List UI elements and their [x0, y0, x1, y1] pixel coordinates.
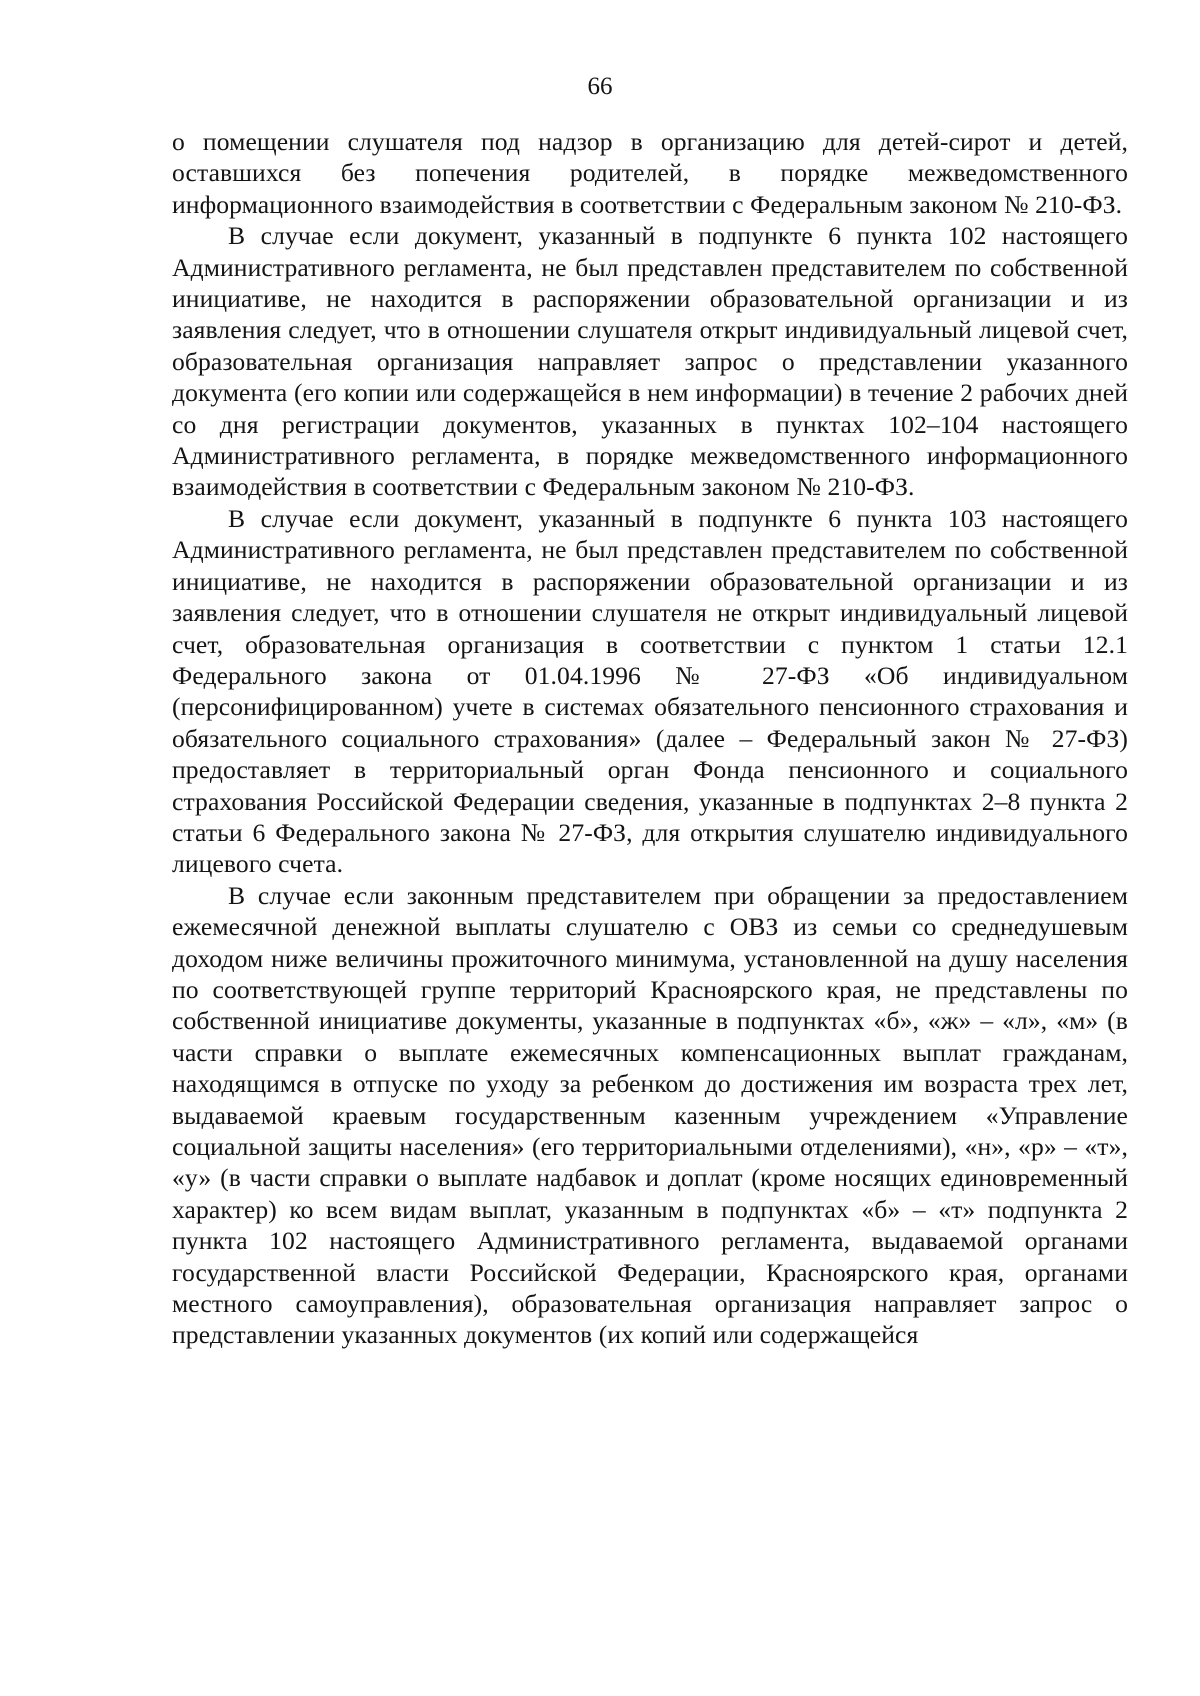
document-body [172, 126, 1128, 1351]
paragraph-account-opened: В случае если документ, указанный в подпункте 6 пункта 102 настоящего Административного регламента, не был представлен представителем по собственной инициативе, не находится в распоряжении образовательной организации и из заявления следует, что в отношении слушателя открыт индивидуальный лицевой счет, образовательная организация направляет запрос о представлении указанного документа (его копии или содержащейся в нем информации) в течение 2 рабочих дней со дня регистрации документов, указанных в пунктах 102–104 настоящего Административного регламента, в порядке межведомственного информационного взаимодействия в соответствии с Федеральным законом № 210-ФЗ. [172, 221, 1128, 502]
page-number: 66 [587, 73, 613, 100]
paragraph-account-not-opened: В случае если документ, указанный в подпункте 6 пункта 103 настоящего Административного регламента, не был представлен представителем по собственной инициативе, не находится в распоряжении образовательной организации и из заявления следует, что в отношении слушателя не открыт индивидуальный лицевой счет, образовательная организация в соответствии с пунктом 1 статьи 12.1 Федерального закона от 01.04.1996 № 27-ФЗ «Об индивидуальном (персонифицированном) учете в системах обязательного пенсионного страхования и обязательного социального страхования» (далее – Федеральный закон № 27-ФЗ) предоставляет в территориальный орган Фонда пенсионного и социального страхования Российской Федерации сведения, указанные в подпунктах 2–8 пункта 2 статьи 6 Федерального закона № 27-ФЗ, для открытия слушателю индивидуального лицевого счета. [172, 503, 1128, 879]
paragraph-monthly-payment: В случае если законным представителем при обращении за предоставлением ежемесячной денежной выплаты слушателю с ОВЗ из семьи со среднедушевым доходом ниже величины прожиточного минимума, установленной на душу населения по соответствующей группе территорий Красноярского края, не представлены по собственной инициативе документы, указанные в подпунктах «б», «ж» – «л», «м» (в части справки о выплате ежемесячных компенсационных выплат гражданам, находящимся в отпуске по уходу за ребенком до достижения им возраста трех лет, выдаваемой краевым государственным казенным учреждением «Управление социальной защиты населения» (его территориальными отделениями), «н», «р» – «т», «у» (в части справки о выплате надбавок и доплат (кроме носящих единовременный характер) ко всем видам выплат, указанным в подпунктах «б» – «т» подпункта 2 пункта 102 настоящего Административного регламента, выдаваемой органами государственной власти Российской Федерации, Красноярского края, органами местного самоуправления), образовательная организация направляет запрос о представлении указанных документов (их копий или содержащейся [172, 880, 1128, 1350]
paragraph-continuation: о помещении слушателя под надзор в организацию для детей-сирот и детей, оставшихся без попечения родителей, в порядке межведомственного информационного взаимодействия в соответствии с Федеральным законом № 210-ФЗ. [172, 127, 1128, 219]
